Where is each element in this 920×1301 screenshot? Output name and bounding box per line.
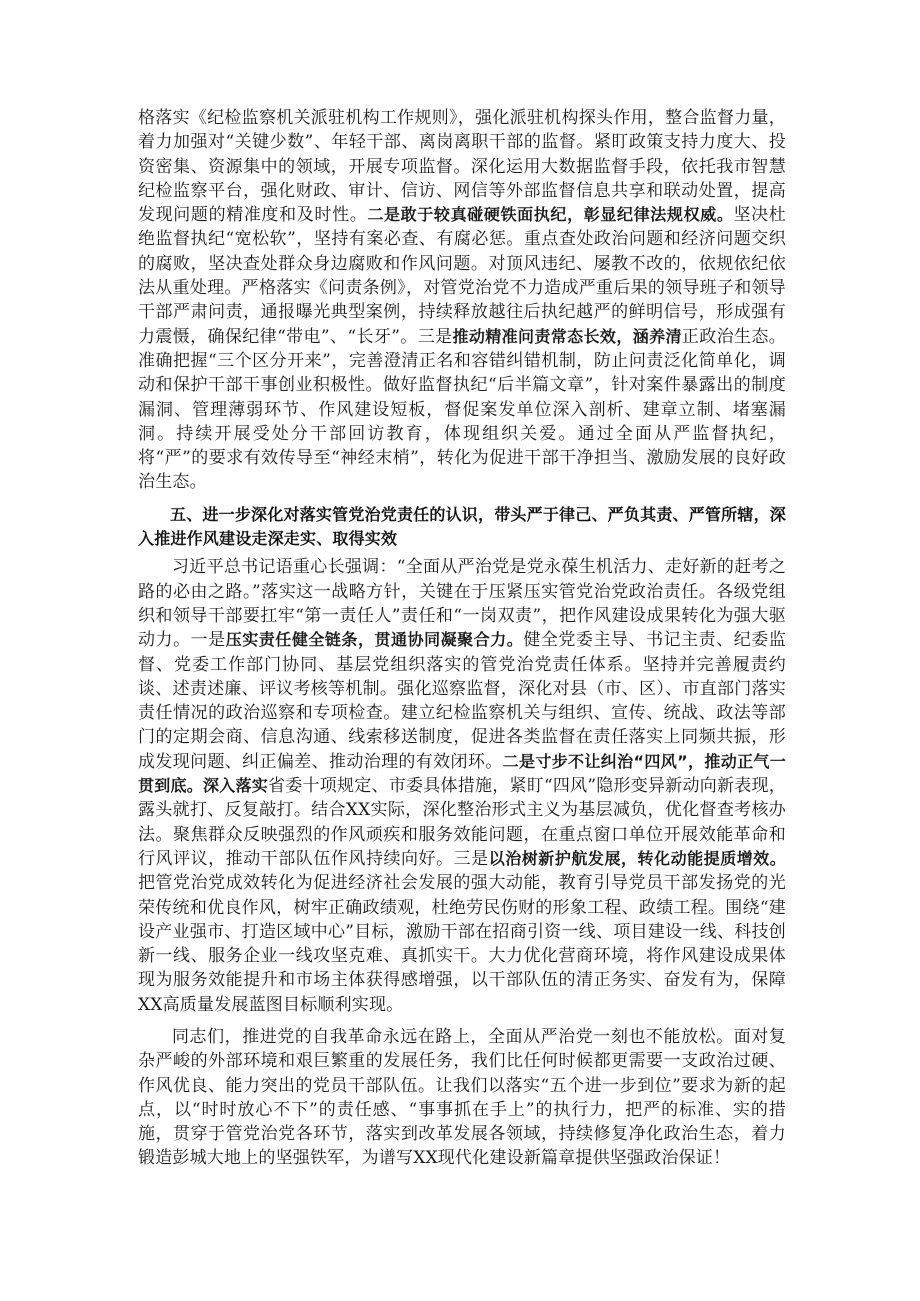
paragraph-text: 坚决杜绝监督执纪“宽松软”，坚持有案必查、有腐必惩。重点查处政治问题和经济问题交织的腐败，坚决查处群众身边腐败和作风问题。对顶风违纪、屡教不改的，依规依纪依法从重处理。严格落实《问责条例》，对管党治党不力造成严重后果的领导班子和领导干部严肃问责，通报曝光典型案例，持续释放越往后执纪越严的鲜明信号，形成强有力震慑，确保纪律“带电”、“长牙”。三是 <box>138 205 786 347</box>
bold-point-two: 二是寸步不让纠治“四风”，推动正气一贯到底。深入落实 <box>138 751 786 796</box>
paragraph-text: 健全党委主导、书记主责、纪委监督、党委工作部门协同、基层党组织落实的管党治党责任体系。坚持并完善履责约谈、述责述廉、评议考核等机制。强化巡察监督，深化对县（市、区）、市直部门落实责任情况的政治巡察和专项检查。建立纪检监察机关与组织、宣传、统战、政法等部门的定期会商、信息沟通、线索移送制度，促进各类监督在责任落实上同频共振，形成发现问题、纠正偏差、推动治理的有效闭环。 <box>138 630 787 772</box>
bold-point-two: 二是敢于较真碰硬铁面执纪，彰显纪律法规权威。 <box>367 205 734 225</box>
paragraph-text: 把管党治党成效转化为促进经济社会发展的强大动能，教育引导党员干部发扬党的光荣传统和优良作风，树牢正确政绩观，杜绝劳民伤财的形象工程、政绩工程。围绕“建设产业强市、打造区域中心”目标，激励干部在招商引资一线、项目建设一线、科技创新一线、服务企业一线攻坚克难、真抓实干。大力优化营商环境，将作风建设成果体现为服务效能提升和市场主体获得感增强，以干部队伍的清正务实、奋发有为，保障XX高质量发展蓝图目标顺利实现。 <box>138 873 786 1015</box>
bold-point-three: 推动精准问责常态长效，涵养清 <box>452 326 682 346</box>
paragraph-text: 正政治生态。准确把握“三个区分开来”，完善澄清正名和容错纠错机制，防止问责泛化简单化，调动和保护干部干事创业积极性。做好监督执纪“后半篇文章”，针对案件暴露出的制度漏洞、管理薄弱环节、作风建设短板，督促案发单位深入剖析、建章立制、堵塞漏洞。持续开展受处分干部回访教育，体现组织关爱。通过全面从严监督执纪，将“严”的要求有效传导至“神经末梢”，转化为促进干部干净担当、激励发展的良好政治生态。 <box>138 326 787 493</box>
paragraph-supervision <box>138 106 786 495</box>
paragraph-text: 习近平总书记语重心长强调：“全面从严治党是党永葆生机活力、走好新的赶考之路的必由之路。”落实这一战略方针，关键在于压紧压实管党治党政治责任。各级党组织和领导干部要扛牢“第一责任人”责任和“一岗双责”，把作风建设成果转化为强大驱动力。一是 <box>138 557 786 651</box>
paragraph-responsibility <box>138 555 786 1017</box>
bold-point-one: 压实责任健全链条，贯通协同凝聚合力。 <box>225 630 524 650</box>
section-heading-five: 五、进一步深化对落实管党治党责任的认识，带头严于律己、严负其责、严管所辖，深入推进作风建设走深走实、取得实效 <box>138 504 786 549</box>
paragraph-text: 格落实《纪检监察机关派驻机构工作规则》，强化派驻机构探头作用，整合监督力量，着力加强对“关键少数”、年轻干部、离岗离职干部的监督。紧盯政策支持力度大、投资密集、资源集中的领域，开展专项监督。深化运用大数据监督手段，依托我市智慧纪检监察平台，强化财政、审计、信访、网信等外部监督信息共享和联动处置，提高发现问题的精准度和及时性。 <box>138 108 786 226</box>
paragraph-conclusion: 同志们，推进党的自我革命永远在路上，全面从严治党一刻也不能放松。面对复杂严峻的外部环境和艰巨繁重的发展任务，我们比任何时候都更需要一支政治过硬、作风优良、能力突出的党员干部队伍。让我们以落实“五个进一步到位”要求为新的起点，以“时时放心不下”的责任感、“事事抓在手上”的执行力，把严的标准、实的措施，贯穿于管党治党各环节，落实到改革发展各领域，持续修复净化政治生态，着力锻造彭城大地上的坚强铁军，为谱写XX现代化建设新篇章提供坚强政治保证！ <box>138 1026 786 1169</box>
paragraph-text: 省委十项规定、市委具体措施，紧盯“四风”隐形变异新动向新表现，露头就打、反复敲打。结合XX实际，深化整治形式主义为基层减负，优化督查考核办法。聚焦群众反映强烈的作风顽疾和服务效能问题，在重点窗口单位开展效能革命和行风评议，推动干部队伍作风持续向好。三是 <box>138 776 786 869</box>
document-page <box>138 106 786 1171</box>
bold-point-three: 以治树新护航发展，转化动能提质增效。 <box>488 848 786 868</box>
